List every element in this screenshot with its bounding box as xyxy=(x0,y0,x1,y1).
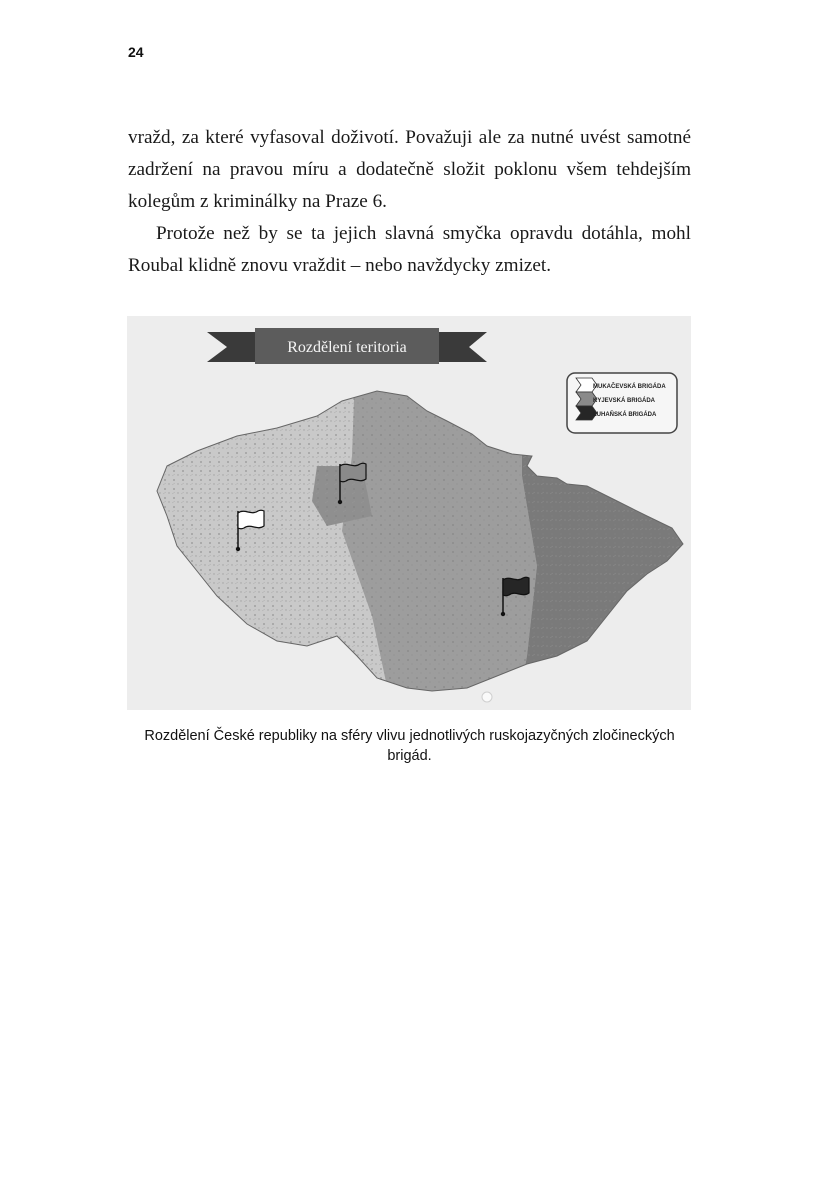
page-number: 24 xyxy=(128,44,144,60)
legend-label-kyjevska: KYJEVSKÁ BRIGÁDA xyxy=(593,398,656,404)
legend-label-luhanska: LUHAŇSKÁ BRIGÁDA xyxy=(593,412,657,418)
paragraph-1: vražd, za které vyfasoval doživotí. Považuji ale za nutné uvést samotné zadržení na pravou míru a dodatečně složit poklonu všem tehdejším kolegům z kriminálky na Praze 6. xyxy=(128,127,691,212)
legend-label-mukacevska: MUKAČEVSKÁ BRIGÁDA xyxy=(593,384,666,390)
legend xyxy=(567,373,677,433)
pin-hole xyxy=(482,692,492,702)
territory-map-figure xyxy=(127,316,691,710)
body-text xyxy=(128,122,691,282)
banner-title: Rozdělení teritoria xyxy=(287,339,407,356)
title-banner xyxy=(207,328,487,364)
territory-map xyxy=(127,316,691,710)
figure-caption: Rozdělení České republiky na sféry vlivu jednotlivých ruskojazyčných zločineckých brigád. xyxy=(144,728,675,764)
paragraph-2: Protože než by se ta jejich slavná smyčka opravdu dotáhla, mohl Roubal klidně znovu vraždit – nebo navždycky zmizet. xyxy=(128,223,691,276)
